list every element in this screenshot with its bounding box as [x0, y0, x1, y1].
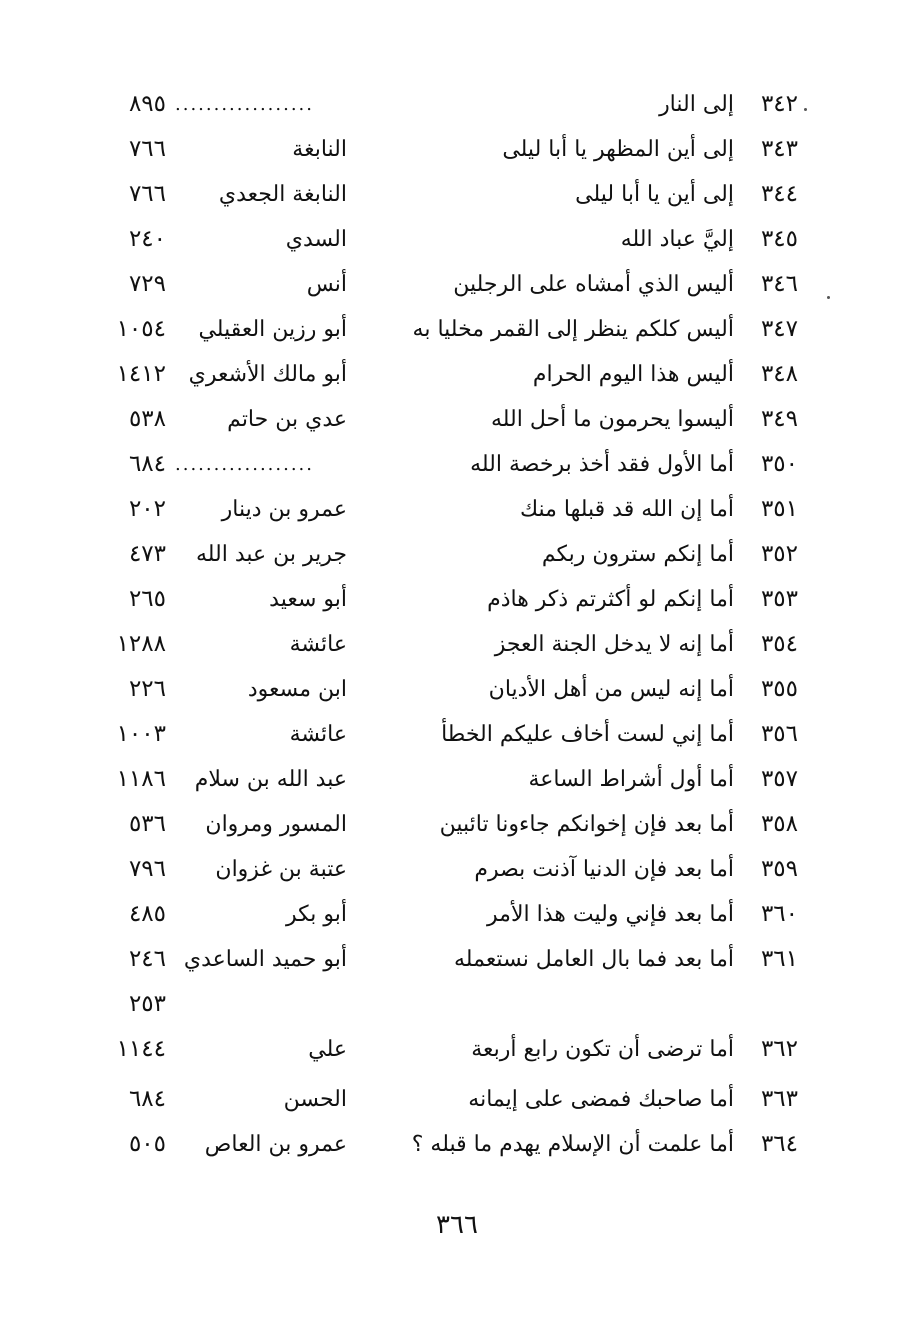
- hadith-opening: أما صاحبك فمضى على إيمانه: [468, 1087, 734, 1112]
- hadith-opening: أما إنه ليس من أهل الأديان: [488, 677, 734, 702]
- hadith-index-table: [0, 82, 914, 1167]
- page-number: ٣٦٦: [436, 1210, 478, 1240]
- index-entry-row: [0, 397, 914, 442]
- page-reference: ٧٦٦: [128, 181, 166, 207]
- index-entry-row: [0, 577, 914, 622]
- narrator-name: النابغة الجعدي: [218, 182, 347, 207]
- page-reference: ١٠٥٤: [116, 316, 166, 342]
- index-entry-row: [0, 1027, 914, 1077]
- index-entry-row: [0, 82, 914, 127]
- index-entry-row: [0, 532, 914, 577]
- entry-number: ٣٤٥: [760, 226, 798, 252]
- entry-number: [750, 982, 798, 1027]
- index-entry-row: [0, 937, 914, 982]
- page-reference: ٨٩٥: [128, 91, 166, 117]
- index-entry-row: [0, 487, 914, 532]
- index-entry-row: [0, 847, 914, 892]
- narrator-name: عمرو بن العاص: [204, 1132, 347, 1157]
- narrator-name: الحسن: [283, 1087, 347, 1112]
- index-entry-row: [0, 307, 914, 352]
- index-entry-row: [0, 712, 914, 757]
- hadith-opening: أما علمت أن الإسلام يهدم ما قبله ؟: [411, 1132, 734, 1157]
- entry-number: ٣٥٥: [760, 676, 798, 702]
- narrator-dots-leader: ..................: [175, 454, 314, 475]
- page-reference: ٢٥٣: [128, 991, 166, 1017]
- entry-number: ٣٥٨: [760, 811, 798, 837]
- index-entry-row: [0, 172, 914, 217]
- index-entry-row: [0, 127, 914, 172]
- hadith-opening: إلى النار: [659, 92, 734, 117]
- narrator-name: أبو مالك الأشعري: [188, 362, 347, 387]
- entry-number: ٣٥٦: [760, 721, 798, 747]
- page-reference: ٥٠٥: [128, 1131, 166, 1157]
- narrator-name: عبد الله بن سلام: [194, 767, 347, 792]
- entry-number: ٣٤٦: [760, 271, 798, 297]
- hadith-opening: أليسوا يحرمون ما أحل الله: [490, 407, 734, 432]
- hadith-opening: أما أول أشراط الساعة: [528, 767, 734, 792]
- narrator-name: علي: [308, 1037, 347, 1062]
- hadith-opening: [334, 982, 734, 1027]
- hadith-opening: إليَّ عباد الله: [620, 227, 734, 252]
- scan-speck: [827, 296, 830, 299]
- page-reference: ١٠٠٣: [116, 721, 166, 747]
- entry-number: ٣٦٠: [760, 901, 798, 927]
- narrator-name: النابغة: [292, 137, 347, 162]
- hadith-opening: أما إنه لا يدخل الجنة العجز: [494, 632, 734, 657]
- hadith-opening: أليس هذا اليوم الحرام: [532, 362, 734, 387]
- hadith-opening: أما ترضى أن تكون رابع أربعة: [471, 1037, 734, 1062]
- hadith-opening: أما إنكم لو أكثرتم ذكر هاذم: [487, 587, 734, 612]
- hadith-opening: أما إن الله قد قبلها منك: [519, 497, 734, 522]
- narrator-name: عدي بن حاتم: [227, 407, 347, 432]
- index-entry-row: [0, 757, 914, 802]
- entry-number: ٣٥١: [760, 496, 798, 522]
- hadith-opening: أليس الذي أمشاه على الرجلين: [453, 272, 734, 297]
- narrator-name: عائشة: [289, 722, 347, 747]
- entry-number: ٣٤٩: [760, 406, 798, 432]
- page-reference: ٧٦٦: [128, 136, 166, 162]
- narrator-name: المسور ومروان: [205, 812, 347, 837]
- index-entry-row: [0, 892, 914, 937]
- hadith-opening: أما إني لست أخاف عليكم الخطأ: [441, 722, 734, 747]
- narrator-name: عتبة بن غزوان: [215, 857, 347, 882]
- entry-number: ٣٤٧: [760, 316, 798, 342]
- narrator-name: [175, 982, 347, 1027]
- page-reference: ٢٤٦: [128, 946, 166, 972]
- hadith-opening: أما بعد فما بال العامل نستعمله: [454, 947, 734, 972]
- hadith-opening: أما الأول فقد أخذ برخصة الله: [470, 452, 734, 477]
- page-reference: ٤٧٣: [128, 541, 166, 567]
- index-entry-row: [0, 442, 914, 487]
- entry-number: ٣٦٣: [760, 1086, 798, 1112]
- page-reference: ٤٨٥: [128, 901, 166, 927]
- page-reference: ٢٦٥: [128, 586, 166, 612]
- entry-number: ٣٥٧: [760, 766, 798, 792]
- entry-number: ٣٤٢: [760, 91, 798, 117]
- entry-number: ٣٥٩: [760, 856, 798, 882]
- page-reference: ٢٤٠: [128, 226, 166, 252]
- index-entry-row: [0, 262, 914, 307]
- entry-number: ٣٦٢: [760, 1036, 798, 1062]
- index-entry-row: [0, 217, 914, 262]
- page-reference: ٥٣٨: [128, 406, 166, 432]
- page-reference: ٢٠٢: [128, 496, 166, 522]
- hadith-opening: أما بعد فإني وليت هذا الأمر: [487, 902, 734, 927]
- entry-number: ٣٤٨: [760, 361, 798, 387]
- hadith-opening: أما بعد فإن إخوانكم جاءونا تائبين: [439, 812, 734, 837]
- entry-number: ٣٤٤: [760, 181, 798, 207]
- narrator-name: جرير بن عبد الله: [195, 542, 347, 567]
- page-reference: ١٤١٢: [116, 361, 166, 387]
- hadith-opening: أما بعد فإن الدنيا آذنت بصرم: [474, 857, 734, 882]
- narrator-name: أبو بكر: [285, 902, 347, 927]
- hadith-opening: إلى أين المظهر يا أبا ليلى: [502, 137, 734, 162]
- entry-number: ٣٥٢: [760, 541, 798, 567]
- page-reference: ٢٢٦: [128, 676, 166, 702]
- index-entry-row: [0, 802, 914, 847]
- page-reference: ١١٨٦: [116, 766, 166, 792]
- index-entry-row: [0, 1122, 914, 1167]
- entry-number: ٣٦٤: [760, 1131, 798, 1157]
- hadith-opening: أليس كلكم ينظر إلى القمر مخليا به: [412, 317, 734, 342]
- index-entry-row: [0, 622, 914, 667]
- page-reference: ٧٢٩: [128, 271, 166, 297]
- page-reference: ٥٣٦: [128, 811, 166, 837]
- narrator-name: عائشة: [289, 632, 347, 657]
- index-entry-row: [0, 667, 914, 712]
- narrator-name: أنس: [306, 272, 347, 297]
- entry-number: ٣٥٠: [760, 451, 798, 477]
- narrator-name: السدي: [285, 227, 347, 252]
- index-entry-row: [0, 982, 914, 1027]
- hadith-opening: إلى أين يا أبا ليلى: [575, 182, 734, 207]
- index-entry-row: [0, 352, 914, 397]
- entry-number: ٣٥٤: [760, 631, 798, 657]
- page-reference: ٦٨٤: [128, 1086, 166, 1112]
- page-reference: ٦٨٤: [128, 451, 166, 477]
- page-reference: ١٢٨٨: [116, 631, 166, 657]
- scan-speck: [804, 108, 807, 111]
- narrator-name: أبو رزين العقيلي: [198, 317, 347, 342]
- narrator-dots-leader: ..................: [175, 94, 314, 115]
- page-reference: ٧٩٦: [128, 856, 166, 882]
- narrator-name: أبو حميد الساعدي: [183, 947, 347, 972]
- page-reference: ١١٤٤: [116, 1036, 166, 1062]
- entry-number: ٣٤٣: [760, 136, 798, 162]
- entry-number: ٣٦١: [760, 946, 798, 972]
- narrator-name: أبو سعيد: [269, 587, 347, 612]
- index-entry-row: [0, 1077, 914, 1122]
- hadith-opening: أما إنكم سترون ربكم: [541, 542, 734, 567]
- entry-number: ٣٥٣: [760, 586, 798, 612]
- narrator-name: ابن مسعود: [247, 677, 347, 702]
- narrator-name: عمرو بن دينار: [221, 497, 347, 522]
